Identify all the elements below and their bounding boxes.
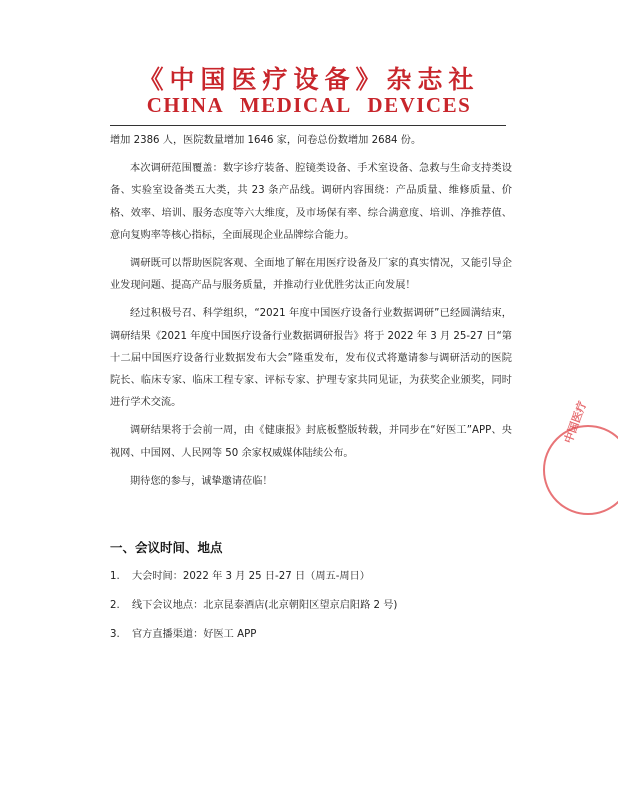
meeting-info-list xyxy=(110,566,510,653)
paragraph: 增加 2386 人，医院数量增加 1646 家，问卷总份数增加 2684 份。 xyxy=(110,135,422,146)
list-number: 1. xyxy=(110,571,120,582)
official-seal-stamp xyxy=(543,425,618,515)
list-item xyxy=(110,624,510,653)
header-divider xyxy=(110,125,506,126)
paragraph: 经过积极号召、科学组织，“2021 年度中国医疗设备行业数据调研”已经圆满结束，调研结果《2021 年度中国医疗设备行业数据调研报告》将于 2022 年 3 月 25-27 日“第十二届中国医疗设备行业数据发布大会”隆重发布，发布仪式将邀请参与调研活动的医院院长、临床专家、临床工程专家、评标专家、护理专家共同见证，为获奖企业颁奖，同时进行学术交流。 xyxy=(110,308,512,409)
list-text: 官方直播渠道：好医工 APP xyxy=(132,629,257,640)
list-number: 2. xyxy=(110,600,120,611)
letterhead-title-cn: 《中国医疗设备》杂志社 xyxy=(138,65,480,94)
paragraph: 调研结果将于会前一周，由《健康报》封底板整版转载，并同步在“好医工”APP、央视网、中国网、人民网等 50 余家权威媒体陆续公布。 xyxy=(110,425,512,459)
section-title: 一、会议时间、地点 xyxy=(110,540,223,555)
paragraph: 期待您的参与，诚挚邀请莅临！ xyxy=(130,475,273,487)
seal-text: 中国医疗 xyxy=(561,399,590,446)
paragraph: 本次调研范围覆盖：数字诊疗装备、腔镜类设备、手术室设备、急救与生命支持类设备、实验室设备类五大类，共 23 条产品线。调研内容围绕：产品质量、维修质量、价格、效率、培训、服务态度等六大维度，及市场保有率、综合满意度、培训、净推荐值、意向复购率等核心指标，全面展现企业品牌综合能力。 xyxy=(110,163,512,241)
list-item xyxy=(110,566,510,595)
list-item xyxy=(110,595,510,624)
list-text: 线下会议地点：北京昆泰酒店(北京朝阳区望京启阳路 2 号) xyxy=(132,600,398,611)
body-text xyxy=(110,130,512,499)
paragraph: 调研既可以帮助医院客观、全面地了解在用医疗设备及厂家的真实情况，又能引导企业发现问题、提高产品与服务质量，并推动行业优胜劣汰正向发展！ xyxy=(110,258,512,292)
list-number: 3. xyxy=(110,629,120,640)
list-text: 大会时间：2022 年 3 月 25 日-27 日（周五-周日） xyxy=(132,571,370,582)
letterhead-title-en: CHINA MEDICAL DEVICES xyxy=(146,93,472,117)
